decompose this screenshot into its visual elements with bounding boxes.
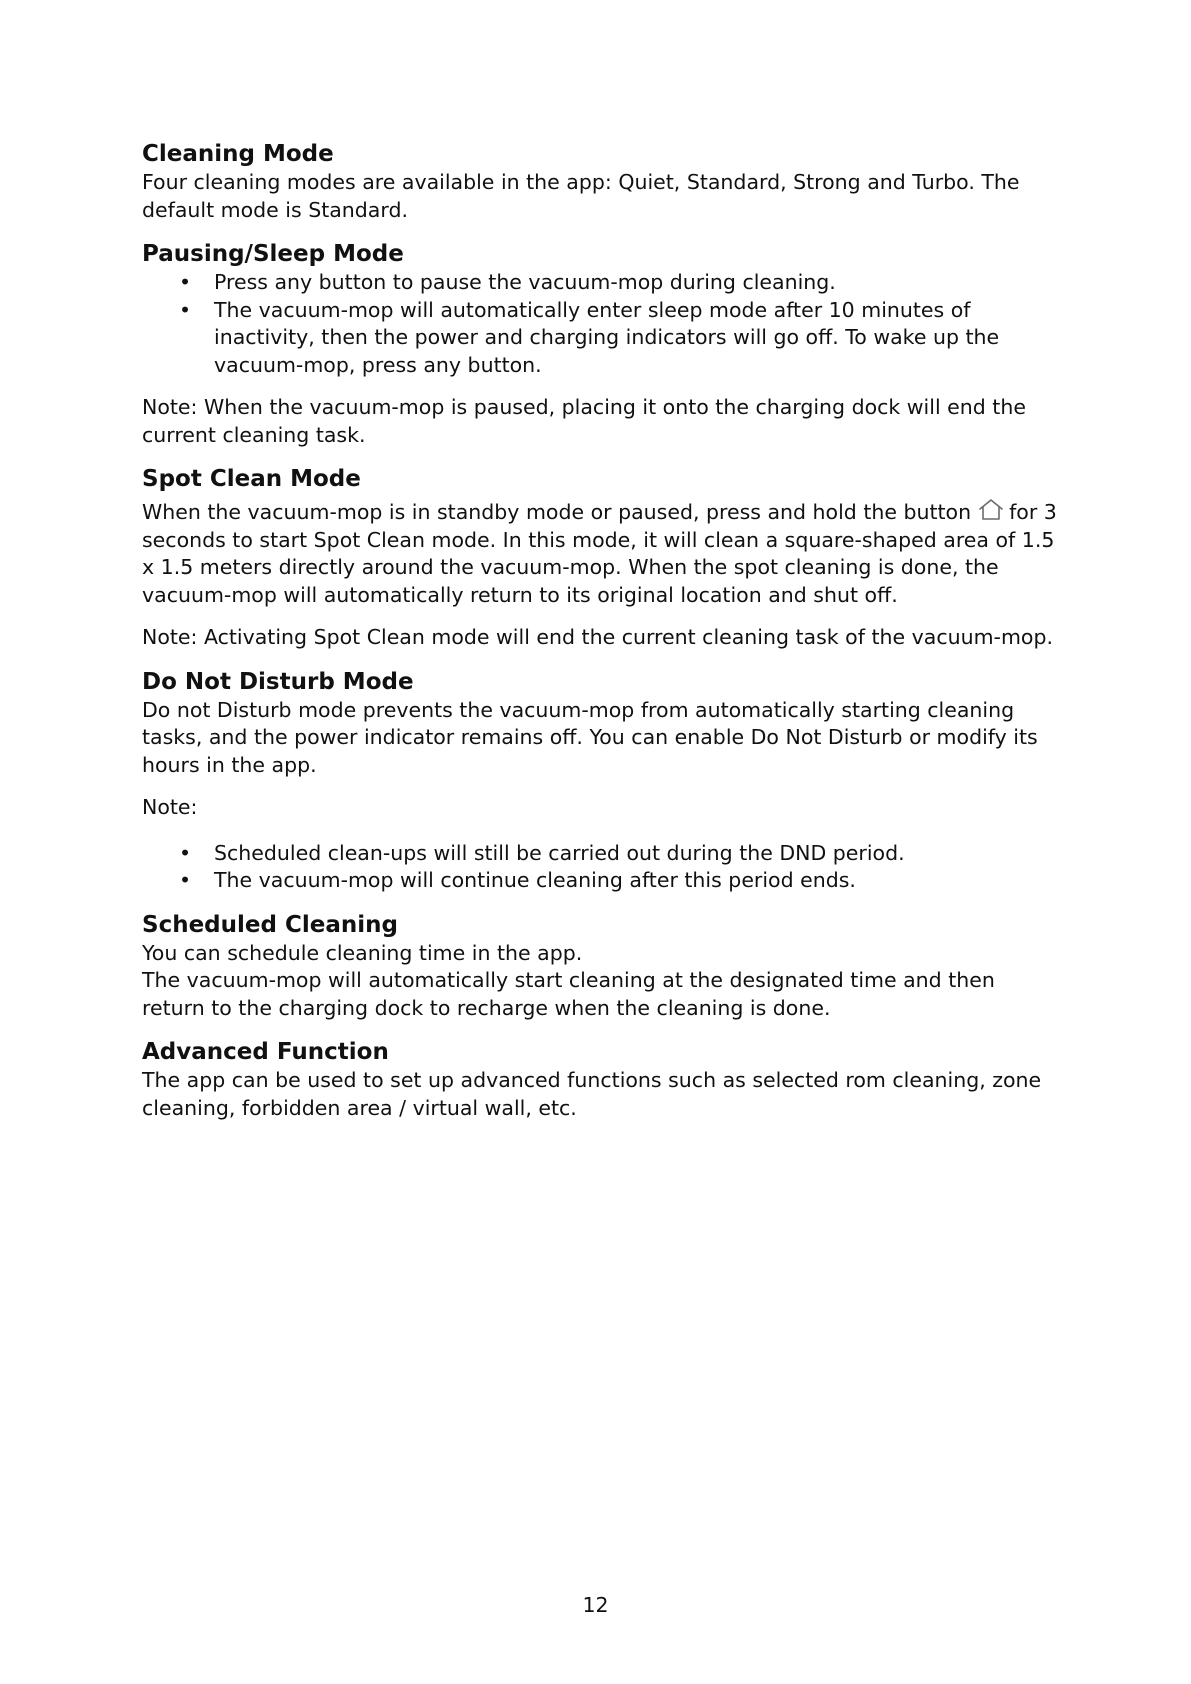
spot-clean-text	[142, 498, 1057, 609]
heading-pausing-sleep-mode: Pausing/Sleep Mode	[142, 241, 404, 267]
section-cleaning-mode	[142, 139, 1057, 224]
heading-spot-clean-mode: Spot Clean Mode	[142, 466, 361, 492]
dnd-text: Do not Disturb mode prevents the vacuum-mop from automatically starting cleaning tasks, and the power indicator remains off. You can enable Do Not Disturb or modify its hours in the app.	[142, 697, 1038, 777]
heading-advanced-function: Advanced Function	[142, 1039, 389, 1065]
section-do-not-disturb-mode	[142, 667, 1057, 895]
section-scheduled-cleaning	[142, 910, 1057, 1023]
list-item-text: The vacuum-mop will continue cleaning after this period ends.	[214, 868, 856, 892]
pausing-bullet-list	[142, 269, 1057, 379]
spot-clean-text-after: for 3 seconds to start Spot Clean mode. In this mode, it will clean a square-shaped area of 1.5 x 1.5 meters directly around the vacuum-mop. When the spot cleaning is done, the vacuum-mop will automatically return to its original location and shut off.	[142, 500, 1057, 607]
heading-do-not-disturb-mode: Do Not Disturb Mode	[142, 668, 414, 695]
advanced-function-text: The app can be used to set up advanced functions such as selected rom cleaning, zone cleaning, forbidden area / virtual wall, etc.	[142, 1068, 1042, 1120]
heading-scheduled-cleaning: Scheduled Cleaning	[142, 911, 398, 938]
cleaning-mode-text: Four cleaning modes are available in the app: Quiet, Standard, Strong and Turbo. The default mode is Standard.	[142, 170, 1020, 222]
home-icon	[977, 498, 1005, 522]
pausing-note: Note: When the vacuum-mop is paused, placing it onto the charging dock will end the current cleaning task.	[142, 395, 1026, 447]
bullet-icon: •	[179, 868, 192, 892]
section-spot-clean-mode	[142, 464, 1057, 652]
bullet-icon: •	[179, 840, 192, 865]
spot-clean-note: Note: Activating Spot Clean mode will end the current cleaning task of the vacuum-mop.	[142, 625, 1053, 649]
list-item	[142, 297, 1057, 380]
page-content	[142, 139, 1057, 1137]
section-pausing-sleep-mode	[142, 239, 1057, 449]
dnd-note-label: Note:	[142, 795, 198, 819]
scheduled-line-1: You can schedule cleaning time in the app.	[142, 940, 583, 965]
section-advanced-function	[142, 1037, 1057, 1122]
bullet-icon: •	[179, 297, 192, 322]
list-item-text: The vacuum-mop will automatically enter sleep mode after 10 minutes of inactivity, then the power and charging indicators will go off. To wake up the vacuum-mop, press any button.	[214, 297, 1000, 377]
list-item	[142, 867, 1057, 895]
list-item-text: Scheduled clean-ups will still be carried out during the DND period.	[214, 840, 905, 865]
list-item	[142, 269, 1057, 297]
page-number: 12	[582, 1593, 609, 1617]
dnd-bullet-list	[142, 840, 1057, 895]
spot-clean-text-before: When the vacuum-mop is in standby mode or paused, press and hold the button	[142, 500, 972, 524]
heading-cleaning-mode: Cleaning Mode	[142, 141, 334, 167]
scheduled-line-2: The vacuum-mop will automatically start cleaning at the designated time and then return to the charging dock to recharge when the cleaning is done.	[142, 968, 995, 1020]
list-item	[142, 840, 1057, 868]
bullet-icon: •	[179, 270, 192, 294]
list-item-text: Press any button to pause the vacuum-mop during cleaning.	[214, 270, 836, 294]
